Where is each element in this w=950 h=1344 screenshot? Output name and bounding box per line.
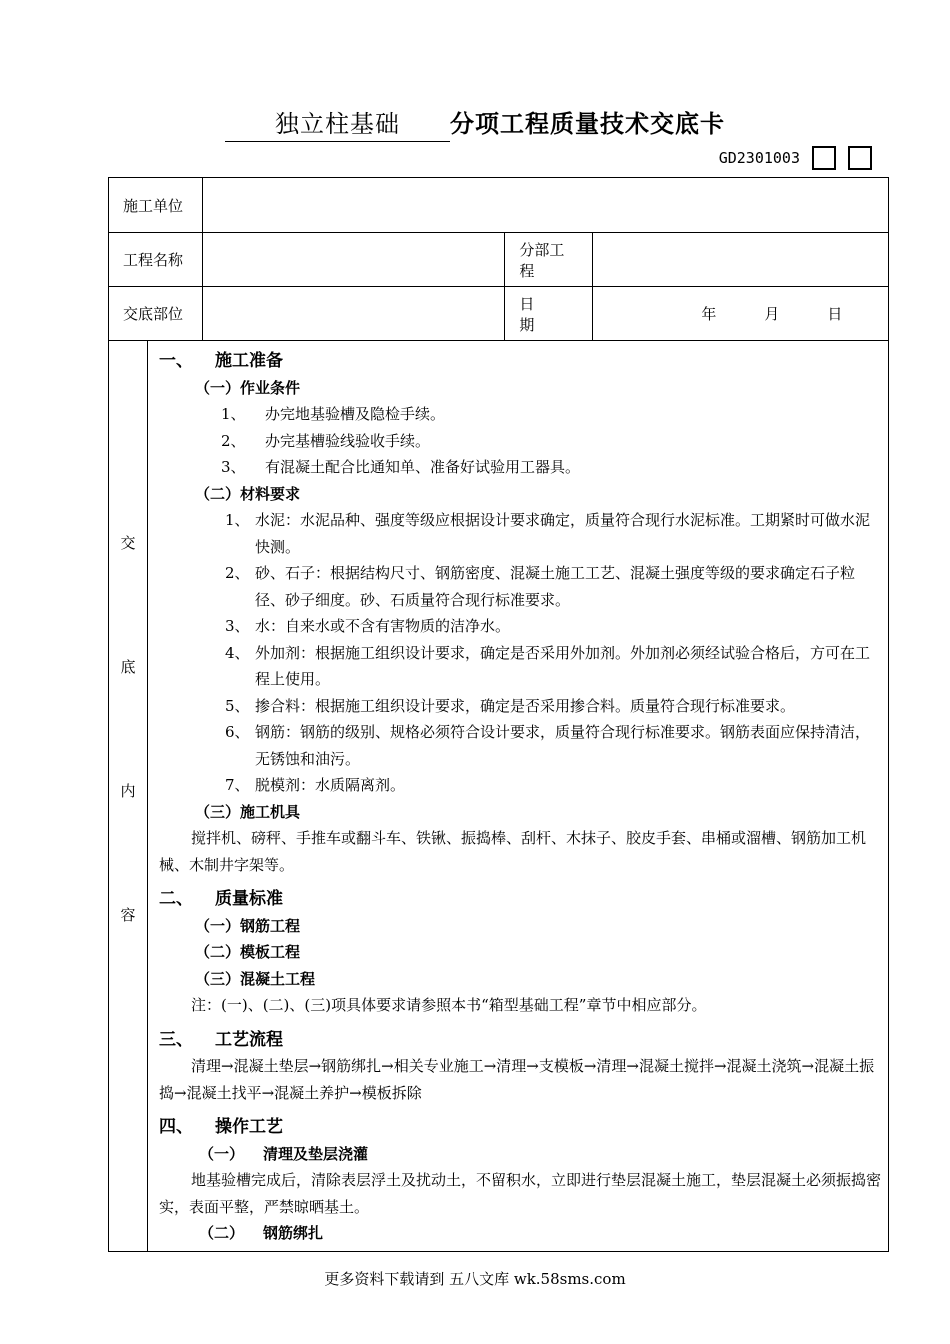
list-item: 4、 外加剂：根据施工组织设计要求，确定是否采用外加剂。外加剂必须经试验合格后，方可在工程上使用。 <box>225 643 871 688</box>
footer-text: 更多资料下载请到 五八文库 wk.58sms.com <box>324 1270 626 1288</box>
label-construction-unit: 施工单位 <box>109 178 203 233</box>
value-construction-unit[interactable] <box>202 178 888 233</box>
row-disclosure-part <box>109 287 889 341</box>
subsection-heading: （一） 清理及垫层浇灌 <box>199 1144 369 1163</box>
list-item: 3、 水：自来水或不含有害物质的洁净水。 <box>225 617 511 635</box>
label-division: 分部工程 <box>505 233 593 287</box>
form-code <box>719 146 872 170</box>
list-item: 2、 办完基槽验线验收手续。 <box>221 431 431 450</box>
label-date: 日 期 <box>505 287 593 341</box>
side-char: 交 <box>120 534 136 552</box>
row-project-name <box>109 233 889 287</box>
value-disclosure-part[interactable] <box>202 287 504 341</box>
subsection-heading: （三）施工机具 <box>195 802 301 821</box>
value-division[interactable] <box>593 233 889 287</box>
date-day: 日 <box>827 305 843 323</box>
side-char: 底 <box>120 658 136 676</box>
list-item: 3、 有混凝土配合比通知单、准备好试验用工器具。 <box>221 458 581 476</box>
date-month: 月 <box>764 305 780 323</box>
section-heading: 三、 工艺流程 <box>159 1029 283 1050</box>
subsection-heading: （二） 钢筋绑扎 <box>199 1224 324 1242</box>
checkbox-1[interactable] <box>812 146 836 170</box>
section-heading: 一、 施工准备 <box>159 351 283 371</box>
paragraph: 地基验槽完成后，清除表层浮土及扰动土，不留积水，立即进行垫层混凝土施工，垫层混凝土必须振捣密实，表面平整，严禁晾晒基土。 <box>159 1171 882 1216</box>
value-project-name[interactable] <box>202 233 504 287</box>
list-item: 2、 砂、石子：根据结构尺寸、钢筋密度、混凝土施工工艺、混凝土强度等级的要求确定石子粒径、砂子细度。砂、石质量符合现行标准要求。 <box>225 564 856 609</box>
page-title <box>0 104 950 142</box>
side-char: 容 <box>120 906 136 924</box>
value-date[interactable] <box>593 287 889 341</box>
subsection-heading: （一）钢筋工程 <box>195 916 301 935</box>
form-code-text: GD2301003 <box>718 149 800 167</box>
subsection-heading: （一）作业条件 <box>195 378 301 397</box>
content-cell <box>108 340 889 1252</box>
list-item: 7、 脱模剂：水质隔离剂。 <box>225 776 406 794</box>
content-body <box>159 348 881 1247</box>
paragraph: 搅拌机、磅秤、手推车或翻斗车、铁锹、振捣棒、刮杆、木抹子、胶皮手套、串桶或溜槽、钢筋加工机械、木制井字架等。 <box>159 829 867 874</box>
info-table <box>108 177 889 341</box>
date-year: 年 <box>701 305 717 323</box>
list-item: 5、 掺合料：根据施工组织设计要求，确定是否采用掺合料。质量符合现行标准要求。 <box>225 696 796 715</box>
subsection-heading: （二）材料要求 <box>195 484 301 503</box>
section-heading: 二、 质量标准 <box>159 889 283 909</box>
title-subject: 独立柱基础 <box>225 104 450 142</box>
side-label <box>109 340 148 1251</box>
list-item: 1、 办完地基验槽及隐检手续。 <box>221 405 446 423</box>
label-project-name: 工程名称 <box>109 233 203 287</box>
list-item: 1、 水泥：水泥品种、强度等级应根据设计要求确定，质量符合现行水泥标准。工期紧时可做水泥快测。 <box>225 511 871 556</box>
title-rest: 分项工程质量技术交底卡 <box>450 109 725 138</box>
checkbox-2[interactable] <box>848 146 872 170</box>
list-item: 6、 钢筋：钢筋的级别、规格必须符合设计要求，质量符合现行标准要求。钢筋表面应保持清洁，无锈蚀和油污。 <box>225 723 871 768</box>
row-construction-unit <box>109 178 889 233</box>
side-char: 内 <box>120 782 136 800</box>
note: 注：(一)、(二)、(三)项具体要求请参照本书“箱型基础工程”章节中相应部分。 <box>191 996 707 1014</box>
paragraph: 清理→混凝土垫层→钢筋绑扎→相关专业施工→清理→支模板→清理→混凝土搅拌→混凝土浇筑→混凝土振捣→混凝土找平→混凝土养护→模板拆除 <box>159 1057 875 1102</box>
label-disclosure-part: 交底部位 <box>109 287 203 341</box>
subsection-heading: （二）模板工程 <box>195 943 301 961</box>
section-heading: 四、 操作工艺 <box>159 1117 283 1137</box>
subsection-heading: （三）混凝土工程 <box>195 969 316 988</box>
